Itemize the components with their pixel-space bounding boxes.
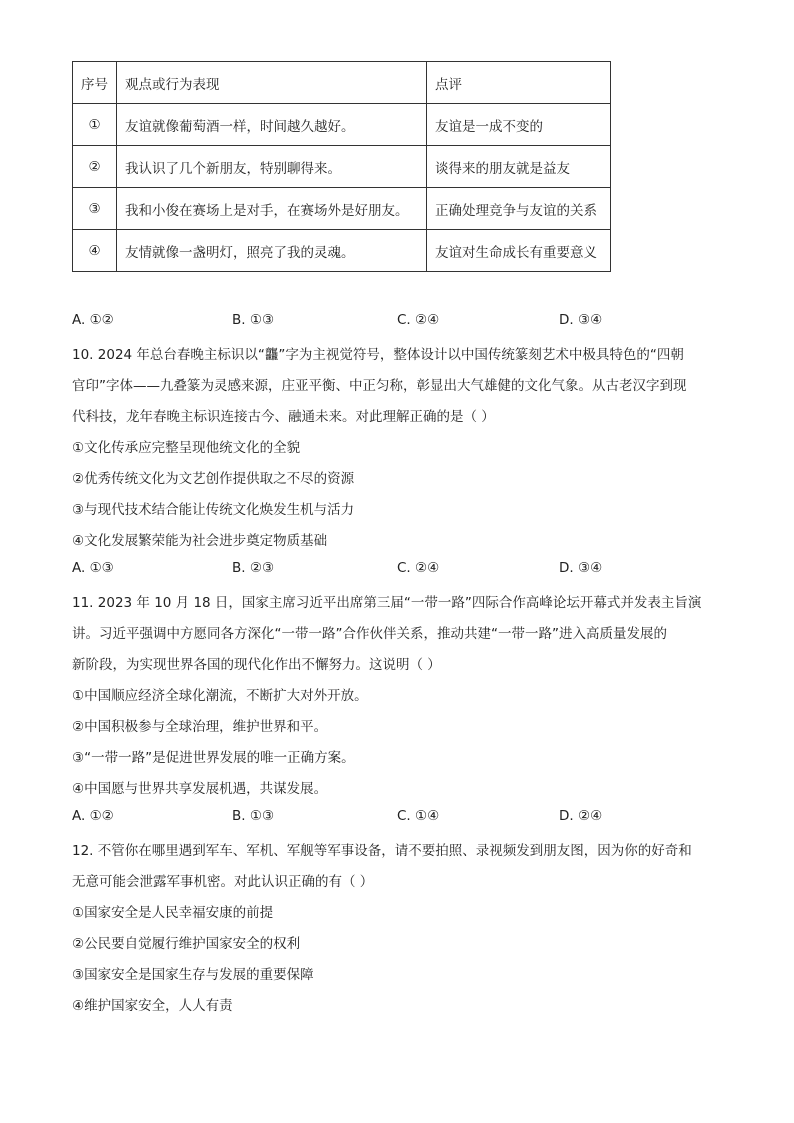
row-comment: 谈得来的朋友就是益友: [427, 146, 611, 188]
q11-option-c[interactable]: C. ①④: [397, 808, 440, 824]
q9-option-c[interactable]: C. ②④: [397, 312, 440, 328]
row-behavior: 我认识了几个新朋友，特别聊得来。: [117, 146, 427, 188]
q10-option-a[interactable]: A. ①③: [72, 560, 114, 576]
table-header-row: [73, 62, 611, 104]
table-row: [73, 146, 611, 188]
q12-item-4: ④维护国家安全，人人有责: [72, 998, 233, 1014]
q9-options: [72, 312, 732, 332]
q11-options: [72, 808, 732, 828]
q9-option-a[interactable]: A. ①②: [72, 312, 114, 328]
q11-option-a[interactable]: A. ①②: [72, 808, 114, 824]
q10-option-d[interactable]: D. ③④: [559, 560, 603, 576]
row-behavior: 我和小俊在赛场上是对手，在赛场外是好朋友。: [117, 188, 427, 230]
q10-option-b[interactable]: B. ②③: [232, 560, 275, 576]
q11-stem-line-3: 新阶段，为实现世界各国的现代化作出不懈努力。这说明（ ）: [72, 657, 441, 673]
header-comment: 点评: [427, 62, 611, 104]
q10-item-2: ②优秀传统文化为文艺创作提供取之不尽的资源: [72, 471, 355, 487]
q11-item-4: ④中国愿与世界共享发展机遇，共谋发展。: [72, 781, 328, 797]
row-comment: 正确处理竞争与友谊的关系: [427, 188, 611, 230]
q11-stem-line-1: 11. 2023 年 10 月 18 日，国家主席习近平出席第三届“一带一路”四际合作高峰论坛开幕式并发表主旨演: [72, 595, 702, 611]
header-index: 序号: [73, 62, 117, 104]
q12-item-2: ②公民要自觉履行维护国家安全的权利: [72, 936, 301, 952]
table-row: [73, 104, 611, 146]
table-row: [73, 230, 611, 272]
header-behavior: 观点或行为表现: [117, 62, 427, 104]
q11-stem-line-2: 讲。习近平强调中方愿同各方深化“一带一路”合作伙伴关系，推动共建“一带一路”进入高质量发展的: [72, 626, 667, 642]
row-index: ①: [73, 104, 117, 146]
q10-stem-line-3: 代科技，龙年春晚主标识连接古今、融通未来。对此理解正确的是（ ）: [72, 409, 495, 425]
q12-item-3: ③国家安全是国家生存与发展的重要保障: [72, 967, 314, 983]
q11-option-b[interactable]: B. ①③: [232, 808, 275, 824]
row-index: ③: [73, 188, 117, 230]
row-index: ②: [73, 146, 117, 188]
q9-option-b[interactable]: B. ①③: [232, 312, 275, 328]
q12-item-1: ①国家安全是人民幸福安康的前提: [72, 905, 274, 921]
q10-stem-line-1: 10. 2024 年总台春晚主标识以“龘”字为主视觉符号，整体设计以中国传统篆刻艺术中极具特色的“四朝: [72, 347, 684, 363]
q10-stem-line-2: 官印”字体——九叠篆为灵感来源，庄亚平衡、中正匀称，彰显出大气雄健的文化气象。从古老汉字到现: [72, 378, 687, 394]
row-index: ④: [73, 230, 117, 272]
q10-item-1: ①文化传承应完整呈现他统文化的全貌: [72, 440, 301, 456]
q10-item-3: ③与现代技术结合能让传统文化焕发生机与活力: [72, 502, 355, 518]
q10-option-c[interactable]: C. ②④: [397, 560, 440, 576]
q11-item-1: ①中国顺应经济全球化潮流，不断扩大对外开放。: [72, 688, 368, 704]
row-comment: 友谊是一成不变的: [427, 104, 611, 146]
table-row: [73, 188, 611, 230]
row-behavior: 友情就像一盏明灯，照亮了我的灵魂。: [117, 230, 427, 272]
row-comment: 友谊对生命成长有重要意义: [427, 230, 611, 272]
q10-options: [72, 560, 732, 580]
q12-stem-line-1: 12. 不管你在哪里遇到军车、军机、军舰等军事设备，请不要拍照、录视频发到朋友图，因为你的好奇和: [72, 843, 692, 859]
q9-option-d[interactable]: D. ③④: [559, 312, 603, 328]
opinion-table: [72, 61, 611, 272]
q12-stem-line-2: 无意可能会泄露军事机密。对此认识正确的有（ ）: [72, 874, 374, 890]
q10-item-4: ④文化发展繁荣能为社会进步奠定物质基础: [72, 533, 328, 549]
q11-item-2: ②中国积极参与全球治理，维护世界和平。: [72, 719, 328, 735]
q11-option-d[interactable]: D. ②④: [559, 808, 603, 824]
row-behavior: 友谊就像葡萄酒一样，时间越久越好。: [117, 104, 427, 146]
q11-item-3: ③“一带一路”是促进世界发展的唯一正确方案。: [72, 750, 355, 766]
